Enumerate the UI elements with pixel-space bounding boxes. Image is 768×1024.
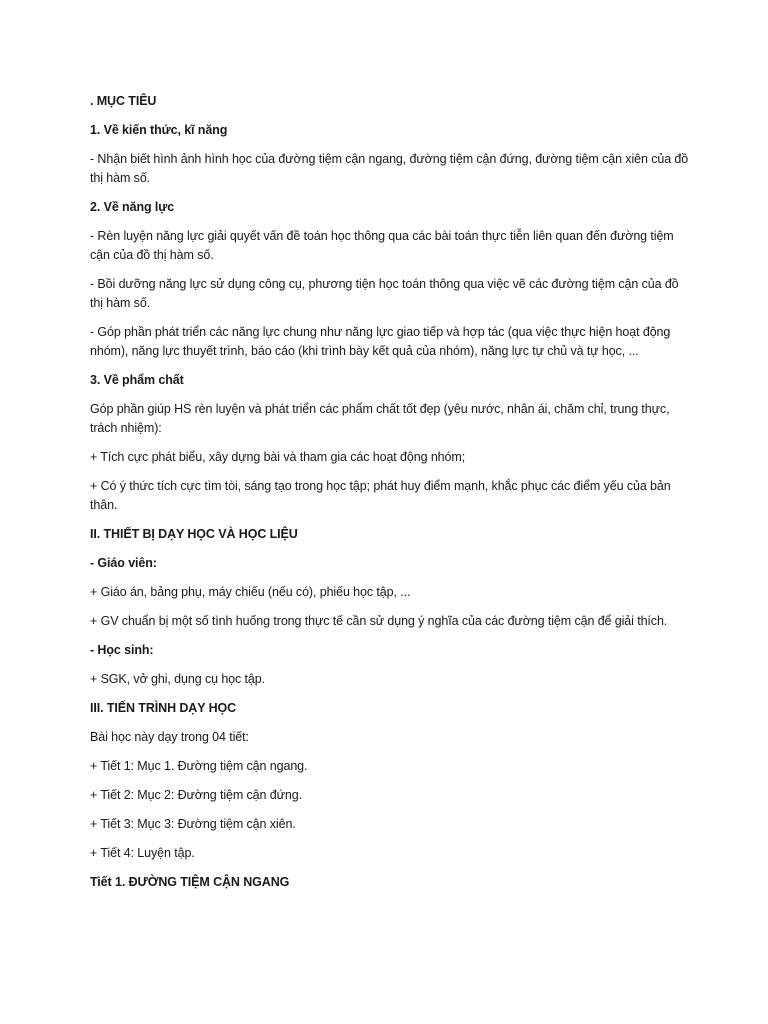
paragraph: + Giáo án, bảng phụ, máy chiếu (nếu có), phiếu học tập, ... (90, 585, 411, 599)
subheading-competencies: 2. Về năng lực (90, 200, 175, 214)
paragraph: Góp phần giúp HS rèn luyện và phát triển các phẩm chất tốt đẹp (yêu nước, nhân ái, chăm chỉ, trung thực, trách nhiệm): (90, 402, 670, 435)
section-heading-objectives: . MỤC TIÊU (90, 94, 157, 108)
paragraph: - Góp phần phát triển các năng lực chung như năng lực giao tiếp và hợp tác (qua việc thực hiện hoạt động nhóm), năng lực thuyết trình, báo cáo (khi trình bày kết quả của nhóm), năng lực tự chủ và tự học, ... (90, 325, 671, 358)
document-page (90, 92, 690, 902)
paragraph: + Tiết 1: Mục 1. Đường tiệm cận ngang. (90, 759, 308, 773)
lesson-heading: Tiết 1. ĐƯỜNG TIỆM CẬN NGANG (90, 875, 290, 889)
paragraph: + Tiết 4: Luyện tập. (90, 846, 195, 860)
paragraph: + Tiết 2: Mục 2: Đường tiệm cận đứng. (90, 788, 302, 802)
paragraph: - Bồi dưỡng năng lực sử dụng công cụ, phương tiện học toán thông qua việc vẽ các đường tiệm cận của đồ thị hàm số. (90, 277, 679, 310)
subheading-knowledge-skills: 1. Về kiến thức, kĩ năng (90, 123, 228, 137)
section-heading-equipment: II. THIẾT BỊ DẠY HỌC VÀ HỌC LIỆU (90, 527, 298, 541)
subheading-student: - Học sinh: (90, 643, 154, 657)
subheading-qualities: 3. Về phẩm chất (90, 373, 184, 387)
paragraph: + Có ý thức tích cực tìm tòi, sáng tạo trong học tập; phát huy điểm mạnh, khắc phục các điểm yếu của bản thân. (90, 479, 671, 512)
paragraph: + Tích cực phát biểu, xây dựng bài và tham gia các hoạt động nhóm; (90, 450, 466, 464)
paragraph: Bài học này dạy trong 04 tiết: (90, 730, 249, 744)
paragraph: - Nhận biết hình ảnh hình học của đường tiệm cận ngang, đường tiệm cận đứng, đường tiệm cận xiên của đồ thị hàm số. (90, 152, 689, 185)
paragraph: + SGK, vở ghi, dụng cụ học tập. (90, 672, 265, 686)
section-heading-teaching-process: III. TIẾN TRÌNH DẠY HỌC (90, 701, 237, 715)
paragraph: + GV chuẩn bị một số tình huống trong thực tế cần sử dụng ý nghĩa của các đường tiệm cận để giải thích. (90, 614, 668, 628)
subheading-teacher: - Giáo viên: (90, 556, 157, 570)
paragraph: - Rèn luyện năng lực giải quyết vấn đề toán học thông qua các bài toán thực tiễn liên quan đến đường tiệm cận của đồ thị hàm số. (90, 229, 674, 262)
paragraph: + Tiết 3: Mục 3: Đường tiệm cận xiên. (90, 817, 296, 831)
